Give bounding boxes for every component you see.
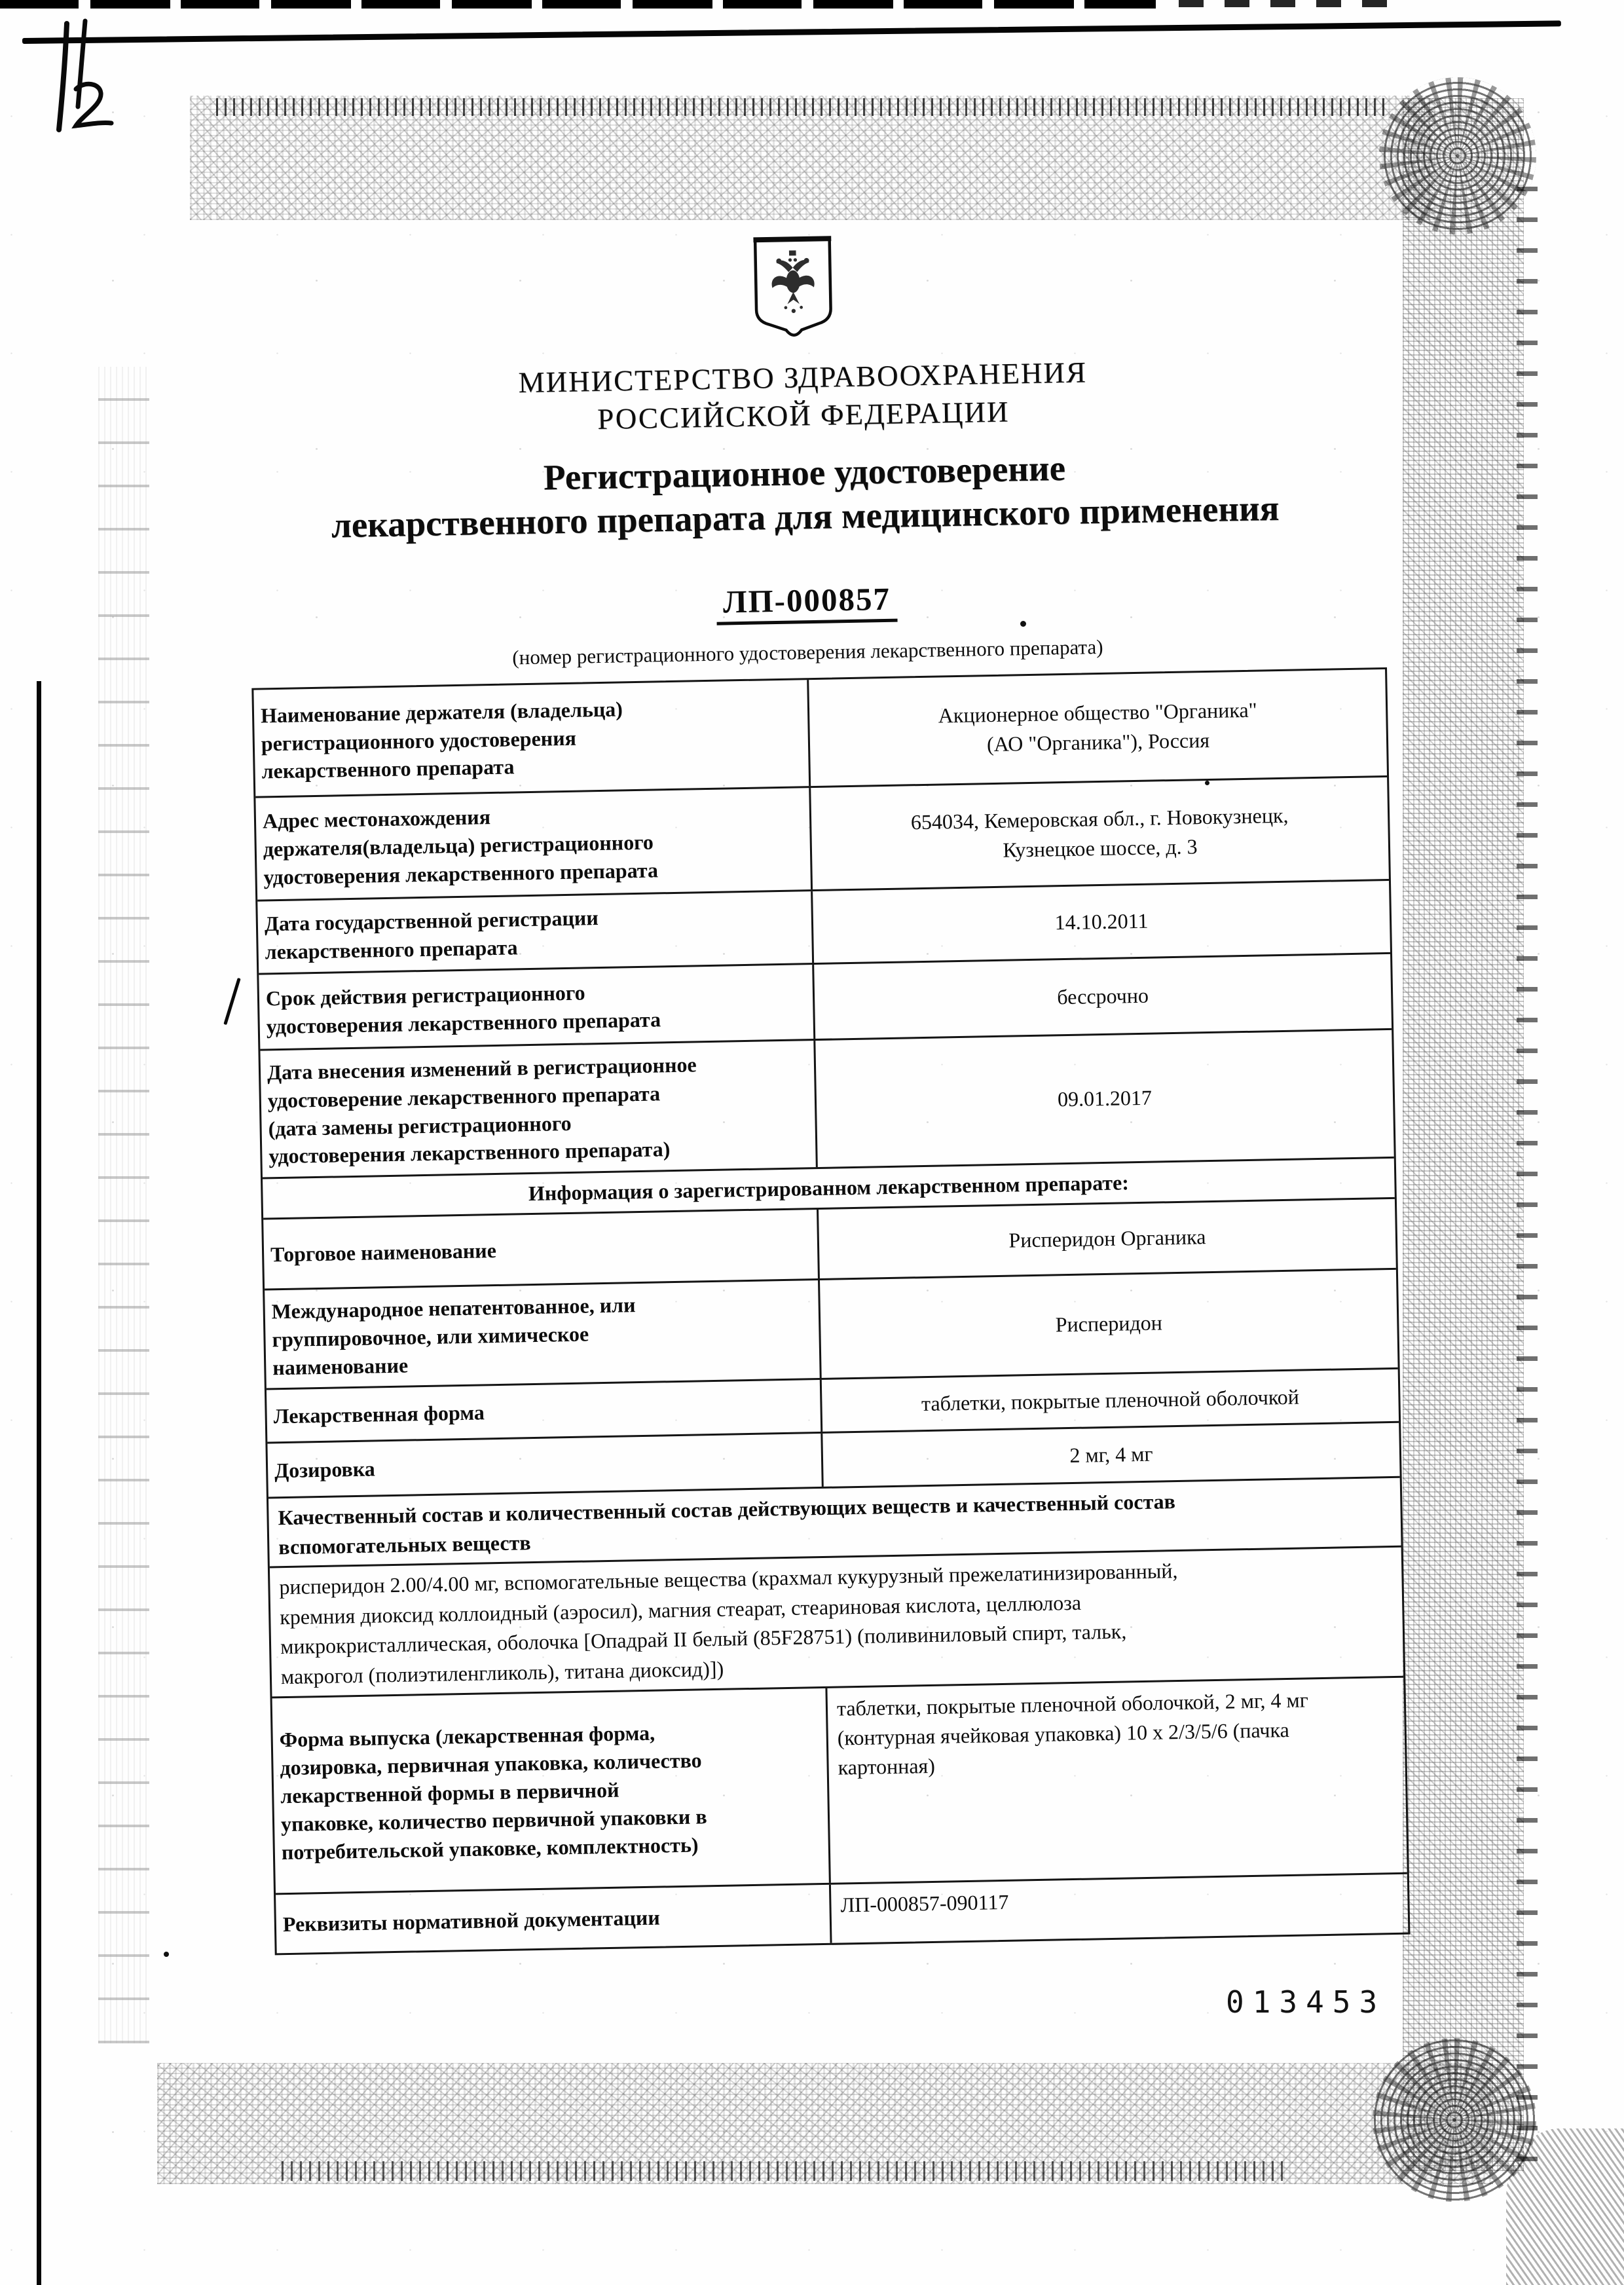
- field-holder-name-label: Наименование держателя (владельца) регистрационного удостоверения лекарственного препарата: [260, 697, 623, 783]
- registration-number-caption: (номер регистрационного удостоверения лекарственного препарата): [512, 635, 1103, 669]
- composition-text: рисперидон 2.00/4.00 мг, вспомогательные вещества (крахмал кукурузный прежелатинизированный, кремния диоксид коллоидный (аэросил), магния стеарат, стеариновая кислота, целлюлоза микрокристаллическая, оболочка [Опадрай II белый (85F28751) (поливиниловый спирт, тальк, макрогол (полиэтиленгликоль), титана диоксид)]): [279, 1559, 1178, 1688]
- field-registration-date-label: Дата государственной регистрации лекарственного препарата: [264, 905, 599, 963]
- ink-speck: [1020, 621, 1026, 627]
- field-release-form-label: Форма выпуска (лекарственная форма, дозировка, первичная упаковка, количество лекарственной формы в первичной упаковке, количество первичной упаковки в потребительской упаковке, комплектность): [279, 1721, 707, 1865]
- ministry-name-line1: МИНИСТЕРСТВО ЗДРАВООХРАНЕНИЯ: [518, 356, 1088, 399]
- coat-of-arms-icon: [749, 234, 838, 345]
- ink-speck: [164, 1952, 169, 1957]
- document-title-line2: лекарственного препарата для медицинского применения: [331, 488, 1280, 546]
- field-holder-address-label: Адрес местонахождения держателя(владельца) регистрационного удостоверения лекарственного препарата: [262, 805, 659, 889]
- field-amendment-date-value: 09.01.2017: [813, 1030, 1393, 1167]
- field-inn-label: Международное непатентованное, или группировочное, или химическое наименование: [271, 1293, 636, 1380]
- composition-heading: Качественный состав и количественный состав действующих веществ и качественный состав вспомогательных веществ: [278, 1489, 1176, 1559]
- field-release-form-value: таблетки, покрытые пленочной оболочкой, 2 мг, 4 мг (контурная ячейковая упаковка) 10 х 2/3/5/6 (пачка картонная): [825, 1678, 1407, 1883]
- field-trade-name-label: Торговое наименование: [270, 1238, 497, 1267]
- field-holder-address-value: 654034, Кемеровская обл., г. Новокузнецк, Кузнецкое шоссе, д. 3: [809, 777, 1389, 889]
- field-dosage-form-value: таблетки, покрытые пленочной оболочкой: [820, 1369, 1399, 1432]
- table-row-release-form: [272, 1676, 1407, 1893]
- field-registration-date-value: 14.10.2011: [811, 881, 1390, 963]
- field-amendment-date-label: Дата внесения изменений в регистрационное удостоверение лекарственного препарата (дата замены регистрационного удостоверения лекарственного препарата): [267, 1052, 697, 1168]
- table-row-amendment-date: [260, 1028, 1393, 1178]
- document-title-line1: Регистрационное удостоверение: [543, 447, 1066, 498]
- ministry-header: [213, 348, 1393, 445]
- table-row-inn: [265, 1268, 1397, 1388]
- registration-number-block: [152, 570, 1462, 636]
- field-inn-value: Рисперидон: [818, 1270, 1398, 1378]
- field-dosage-form-label: Лекарственная форма: [273, 1400, 485, 1428]
- ink-speck: [1205, 781, 1209, 785]
- field-dosage-label: Дозировка: [274, 1457, 376, 1483]
- table-row-holder-name: [253, 669, 1387, 796]
- stamp-serial-number: 013453: [1226, 1984, 1386, 2020]
- field-normative-docs-value: ЛП-000857-090117: [829, 1874, 1408, 1943]
- field-dosage-value: 2 мг, 4 мг: [821, 1423, 1399, 1487]
- field-validity-period-value: бессрочно: [812, 954, 1392, 1039]
- field-validity-period-label: Срок действия регистрационного удостоверения лекарственного препарата: [265, 980, 661, 1038]
- field-trade-name-value: Рисперидон Органика: [817, 1199, 1396, 1278]
- registration-number: ЛП-000857: [716, 580, 897, 625]
- table-section-composition-text: [270, 1546, 1403, 1696]
- document-title: [149, 439, 1460, 551]
- table-row-holder-address: [255, 775, 1389, 900]
- registration-table: [251, 667, 1410, 1956]
- field-normative-docs-label: Реквизиты нормативной документации: [282, 1905, 661, 1937]
- field-holder-name-value: Акционерное общество "Органика" (АО "Органика"), Россия: [807, 669, 1387, 786]
- ministry-name-line2: РОССИЙСКОЙ ФЕДЕРАЦИИ: [597, 395, 1010, 436]
- section-drug-info-heading: Информация о зарегистрированном лекарственном препарате:: [528, 1170, 1130, 1206]
